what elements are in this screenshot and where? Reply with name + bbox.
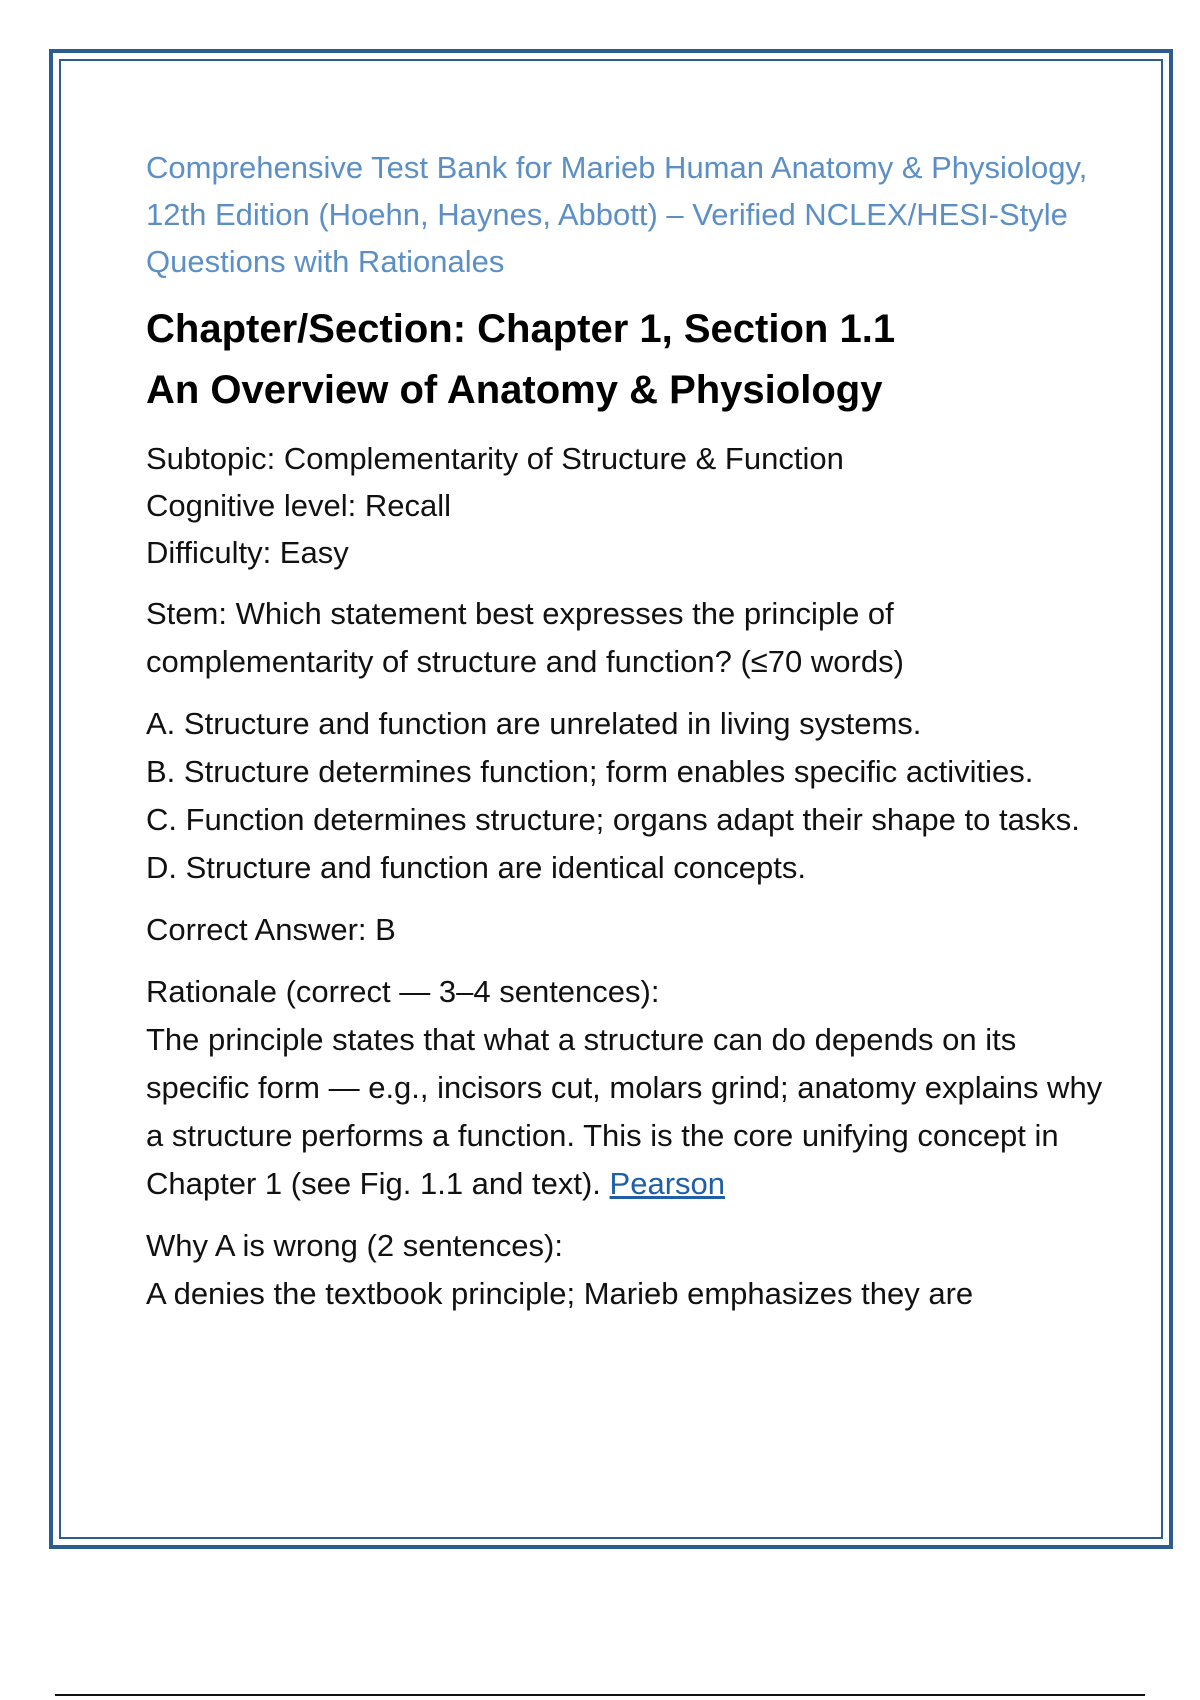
correct-answer: Correct Answer: B — [146, 912, 396, 947]
subtopic: Subtopic: Complementarity of Structure & Function — [146, 441, 844, 476]
footer-divider — [55, 1694, 1145, 1696]
chapter-heading-line1: Chapter/Section: Chapter 1, Section 1.1 — [146, 307, 896, 351]
option-b: B. Structure determines function; form enables specific activities. — [146, 754, 1034, 789]
document-body — [146, 144, 1106, 1318]
why-a-section — [146, 1222, 1106, 1318]
rationale-heading: Rationale (correct — 3–4 sentences): — [146, 974, 660, 1009]
pearson-link[interactable]: Pearson — [609, 1166, 725, 1201]
rationale-text: The principle states that what a structure can do depends on its specific form — e.g., incisors cut, molars grind; anatomy explains why a structure performs a function. This is the core unifying concept in Chapter 1 (see Fig. 1.1 and text). — [146, 1022, 1103, 1201]
why-a-heading: Why A is wrong (2 sentences): — [146, 1228, 563, 1263]
option-a: A. Structure and function are unrelated in living systems. — [146, 706, 922, 741]
question-metadata — [146, 435, 1106, 576]
option-c: C. Function determines structure; organs adapt their shape to tasks. — [146, 802, 1080, 837]
cognitive-level: Cognitive level: Recall — [146, 488, 451, 523]
question-stem: Stem: Which statement best expresses the principle of complementarity of structure and function? (≤70 words) — [146, 596, 904, 679]
chapter-heading — [146, 299, 1106, 421]
option-d: D. Structure and function are identical concepts. — [146, 850, 806, 885]
rationale-section — [146, 968, 1106, 1208]
document-title: Comprehensive Test Bank for Marieb Human Anatomy & Physiology, 12th Edition (Hoehn, Haynes, Abbott) – Verified NCLEX/HESI-Style Questions with Rationales — [146, 150, 1088, 279]
difficulty: Difficulty: Easy — [146, 535, 349, 570]
why-a-text: A denies the textbook principle; Marieb emphasizes they are — [146, 1276, 974, 1311]
rationale-paragraph — [146, 1016, 1106, 1208]
chapter-heading-line2: An Overview of Anatomy & Physiology — [146, 368, 883, 412]
answer-options — [146, 700, 1106, 892]
